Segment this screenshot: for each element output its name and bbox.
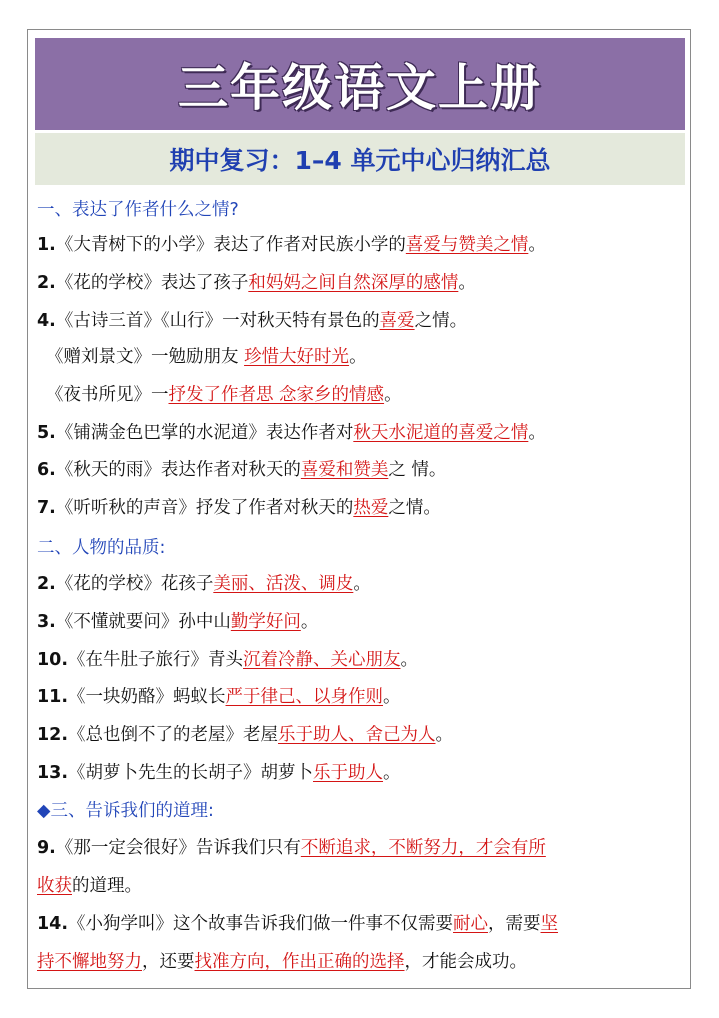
line-text: 。 [458,273,476,293]
line-text: 。 [528,235,546,255]
section1-line [37,308,467,334]
line-text: ，还要 [142,952,195,972]
line-text: 《小狗学叫》这个故事告诉我们做一件事不仅需要 [68,914,454,934]
line-text: 《花的学校》花孩子 [55,574,214,594]
line-text: 《那一定会很好》告诉我们只有 [55,838,301,858]
highlight-text: 坚 [540,914,559,934]
highlight-text: 喜爱 [379,311,415,331]
line-text: 《秋天的雨》表达作者对秋天的 [55,460,301,480]
section2-line [37,760,401,786]
section1-line [37,270,476,296]
line-number: 6. [37,460,56,480]
line-number: 13. [37,763,69,783]
section1-line [46,382,402,408]
section3-heading: ◆三、告诉我们的道理: [37,801,214,821]
section3-line [37,835,546,861]
section2-line [37,609,318,635]
section2-line [37,571,371,597]
line-text: 。 [400,650,419,670]
title-banner [35,38,685,130]
line-number: 2. [37,273,56,293]
line-number: 12. [37,725,69,745]
line-number: 5. [37,423,56,443]
line-text: 。 [528,423,546,443]
line-text: 《大青树下的小学》表达了作者对民族小学的 [55,235,406,255]
highlight-text: 热爱 [353,498,389,518]
section1-line [37,495,441,521]
highlight-text: 勤学好问 [230,612,301,632]
line-text: 《赠刘景文》一勉励朋友 [46,347,245,367]
line-text: 。 [384,385,402,405]
line-text: ，需要 [488,914,541,934]
line-text: 之情。 [388,498,441,518]
highlight-text: 不断追求，不断努力，才会有所 [300,838,546,858]
section1-heading: 一、表达了作者什么之情? [37,200,239,220]
section2-line [37,722,453,748]
line-text: 《夜书所见》一 [46,385,169,405]
section3-line [37,911,558,937]
highlight-text: 持不懈地努力 [37,952,142,972]
line-text: 《铺满金色巴掌的水泥道》表达作者对 [55,423,354,443]
line-text: 。 [300,612,319,632]
line-text: 之情。 [414,311,468,331]
highlight-text: 喜爱与赞美之情 [405,235,529,255]
line-text: 《花的学校》表达了孩子 [55,273,249,293]
line-text: 《在牛肚子旅行》青头 [68,650,244,670]
highlight-text: 乐于助人、舍己为人 [278,725,436,745]
section2-heading: 二、人物的品质: [37,538,166,558]
section3-line [37,949,527,975]
line-text: 。 [435,725,454,745]
section1-line [46,344,367,370]
line-number: 1. [37,235,56,255]
line-text: 《一块奶酪》蚂蚁长 [68,687,226,707]
section2-line [37,684,401,710]
highlight-text: 收获 [37,876,72,896]
section1-line [37,457,446,483]
line-number: 9. [37,838,56,858]
line-number: 11. [37,687,69,707]
section1-line [37,232,546,258]
section1-line [37,420,546,446]
line-text: 《总也倒不了的老屋》老屋 [68,725,279,745]
line-text: ，才能会成功。 [404,952,527,972]
highlight-text: 珍惜大好时光 [244,347,350,367]
highlight-text: 乐于助人 [313,763,384,783]
line-text: 《听听秋的声音》抒发了作者对秋天的 [55,498,354,518]
section2-line [37,647,418,673]
highlight-text: 秋天水泥道的喜爱之情 [353,423,529,443]
line-text: 之 情。 [388,460,447,480]
line-text: 。 [383,687,401,707]
line-number: 2. [37,574,56,594]
line-number: 14. [37,914,69,934]
line-number: 3. [37,612,56,632]
line-text: 的道理。 [72,876,142,896]
highlight-text: 沉着冷静、关心朋友 [243,650,401,670]
section3-line [37,873,142,899]
highlight-text: 美丽、活泼、调皮 [213,574,354,594]
line-text: 《古诗三首》《山行》一对秋天特有景色的 [55,311,380,331]
highlight-text: 找准方向，作出正确的选择 [194,952,405,972]
line-number: 7. [37,498,56,518]
subtitle-banner [35,133,685,185]
line-text: 《不懂就要问》孙中山 [55,612,231,632]
line-text: 。 [349,347,367,367]
line-number: 10. [37,650,69,670]
line-text: 。 [353,574,371,594]
highlight-text: 喜爱和赞美 [300,460,389,480]
page-title: 三年级语文上册 [178,59,542,117]
highlight-text: 耐心 [453,914,489,934]
highlight-text: 和妈妈之间自然深厚的感情 [248,273,459,293]
highlight-text: 抒发了作者思 念家乡的情感 [168,385,385,405]
page-subtitle: 期中复习：1–4 单元中心归纳汇总 [169,146,551,175]
line-text: 。 [383,763,401,783]
line-text: 《胡萝卜先生的长胡子》胡萝卜 [68,763,314,783]
line-number: 4. [37,311,56,331]
highlight-text: 严于律己、以身作则 [225,687,384,707]
